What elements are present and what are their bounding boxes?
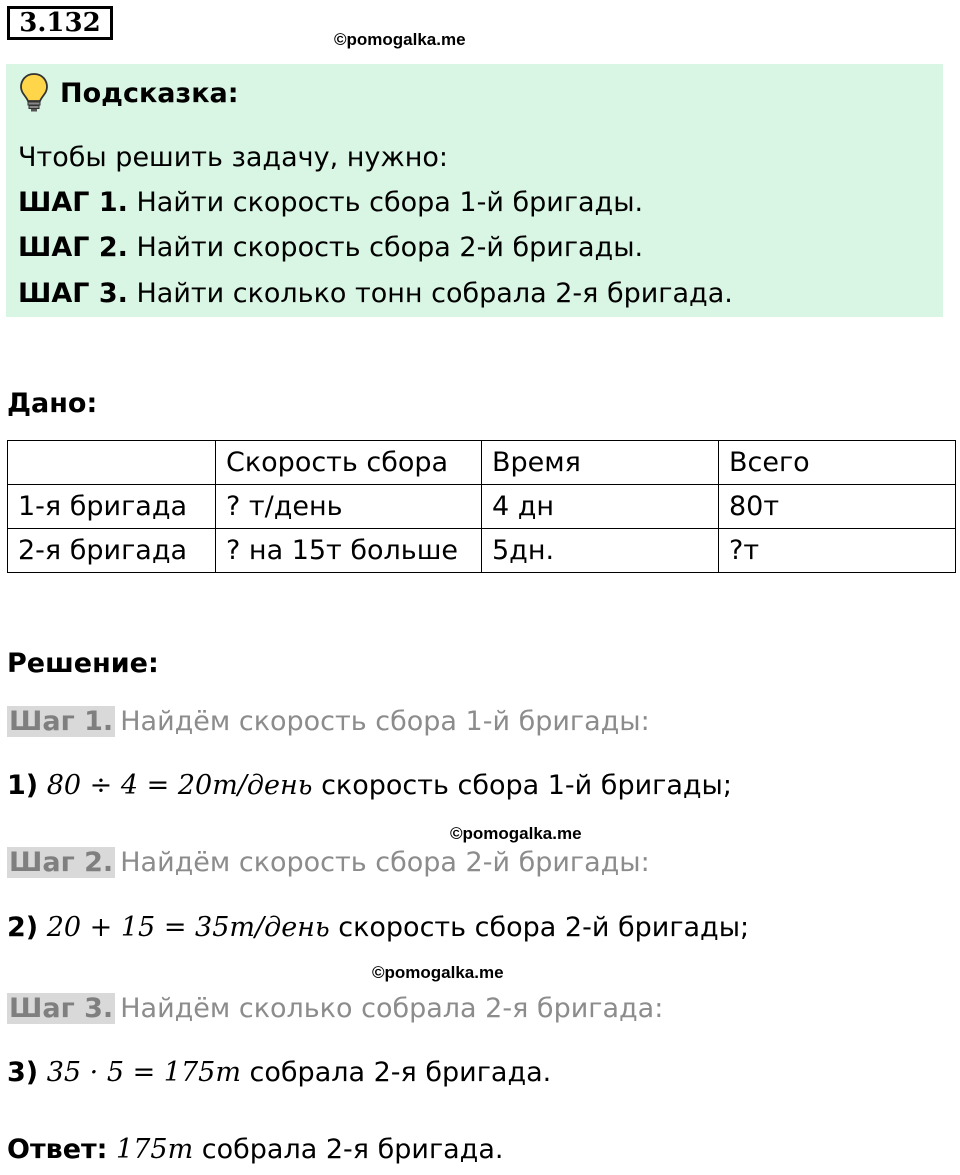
step-2-text: Найдём скорость сбора 2-й бригады:: [120, 847, 650, 878]
table-cell: 80т: [719, 485, 956, 529]
table-cell: [8, 441, 216, 485]
table-cell: Время: [482, 441, 719, 485]
given-table: [7, 440, 956, 573]
line-2-expression: 20 + 15 = 35т/день: [46, 912, 330, 943]
table-cell: ?т: [719, 529, 956, 573]
hint-step-2-label: ШАГ 2.: [18, 232, 128, 263]
answer-expression: 175т: [116, 1134, 194, 1165]
line-3-description: собрала 2-я бригада.: [249, 1057, 552, 1088]
table-cell: ? на 15т больше: [216, 529, 482, 573]
table-row: [8, 485, 956, 529]
step-3-text: Найдём сколько собрала 2-я бригада:: [120, 993, 664, 1024]
answer-label: Ответ:: [7, 1134, 108, 1165]
solution-line-3: [7, 1057, 551, 1088]
line-1-number: 1): [7, 770, 39, 801]
solution-line-1: [7, 770, 732, 801]
line-1-expression: 80 ÷ 4 = 20т/день: [46, 770, 313, 801]
table-cell: 5дн.: [482, 529, 719, 573]
hint-step-1-text: Найти скорость сбора 1-й бригады.: [136, 187, 644, 218]
hint-step-1-label: ШАГ 1.: [18, 187, 128, 218]
hint-step-2: [18, 232, 643, 263]
answer-line: [7, 1134, 503, 1165]
step-3-label: Шаг 3.: [9, 993, 114, 1024]
solution-line-2: [7, 912, 749, 943]
table-cell: Скорость сбора: [216, 441, 482, 485]
hint-step-3: [18, 278, 733, 309]
table-cell: Всего: [719, 441, 956, 485]
watermark: ©pomogalka.me: [450, 824, 582, 843]
line-2-number: 2): [7, 912, 39, 943]
solution-step-3-heading: [7, 993, 663, 1024]
table-cell: 1-я бригада: [8, 485, 216, 529]
line-2-description: скорость сбора 2-й бригады;: [338, 912, 750, 943]
table-cell: ? т/день: [216, 485, 482, 529]
hint-step-1: [18, 187, 643, 218]
table-cell: 4 дн: [482, 485, 719, 529]
line-3-number: 3): [7, 1057, 39, 1088]
given-title: Дано:: [7, 388, 98, 419]
watermark: ©pomogalka.me: [334, 30, 466, 49]
hint-intro: Чтобы решить задачу, нужно:: [18, 142, 448, 173]
solution-step-2-heading: [7, 847, 650, 878]
table-header-row: [8, 441, 956, 485]
line-3-expression: 35 · 5 = 175т: [46, 1057, 241, 1088]
hint-step-3-label: ШАГ 3.: [18, 278, 128, 309]
table-row: [8, 529, 956, 573]
lightbulb-icon: [18, 72, 50, 112]
hint-title: Подсказка:: [60, 78, 239, 109]
solution-title: Решение:: [7, 648, 159, 679]
step-1-text: Найдём скорость сбора 1-й бригады:: [120, 706, 650, 737]
hint-step-2-text: Найти скорость сбора 2-й бригады.: [136, 232, 644, 263]
line-1-description: скорость сбора 1-й бригады;: [321, 770, 732, 801]
problem-number: 3.132: [7, 6, 113, 40]
answer-text: собрала 2-я бригада.: [201, 1134, 504, 1165]
step-2-label: Шаг 2.: [9, 847, 114, 878]
hint-step-3-text: Найти сколько тонн собрала 2-я бригада.: [136, 278, 733, 309]
watermark: ©pomogalka.me: [372, 963, 504, 982]
step-1-label: Шаг 1.: [9, 706, 114, 737]
table-cell: 2-я бригада: [8, 529, 216, 573]
solution-step-1-heading: [7, 706, 650, 737]
